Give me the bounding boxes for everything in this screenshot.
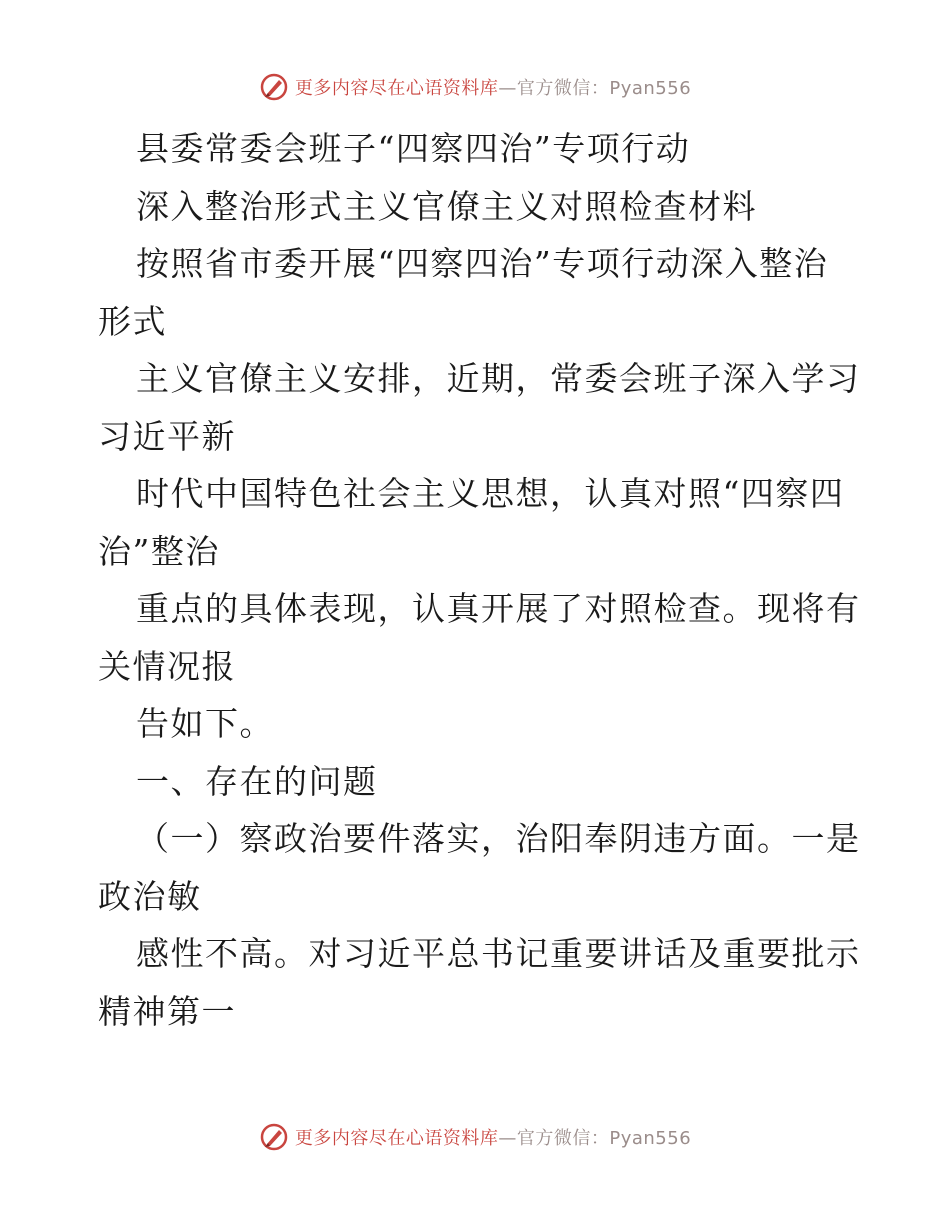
text-line: 深入整治形式主义官僚主义对照检查材料 [136,186,757,226]
text-line: 习近平新 [98,416,236,456]
header-watermark [0,72,950,102]
text-line: 告如下。 [136,704,274,743]
text-line: 一、存在的问题 [136,761,378,801]
text-line: 政治敏 [98,876,202,916]
text-line: 精神第一 [98,991,236,1031]
document-body [98,120,861,1040]
text-line: 感性不高。对习近平总书记重要讲话及重要批示 [136,934,861,973]
watermark-text: 更多内容尽在心语资料库—官方微信：Pyan556 [294,78,692,99]
pen-logo-icon [259,72,289,102]
text-line: （一）察政治要件落实，治阳奉阴违方面。一是 [136,819,861,858]
text-line: 主义官僚主义安排，近期，常委会班子深入学习 [136,359,861,398]
watermark-text: 更多内容尽在心语资料库—官方微信：Pyan556 [294,1128,692,1149]
text-line: 重点的具体表现，认真开展了对照检查。现将有 [136,589,861,628]
text-line: 治”整治 [98,531,220,571]
text-line: 时代中国特色社会主义思想，认真对照“四察四 [136,474,845,513]
footer-watermark [0,1122,950,1152]
text-line: 形式 [98,301,167,341]
text-line: 关情况报 [98,646,236,686]
pen-logo-icon [259,1122,289,1152]
text-line: 按照省市委开展“四察四治”专项行动深入整治 [136,244,829,283]
text-line: 县委常委会班子“四察四治”专项行动 [136,129,691,168]
